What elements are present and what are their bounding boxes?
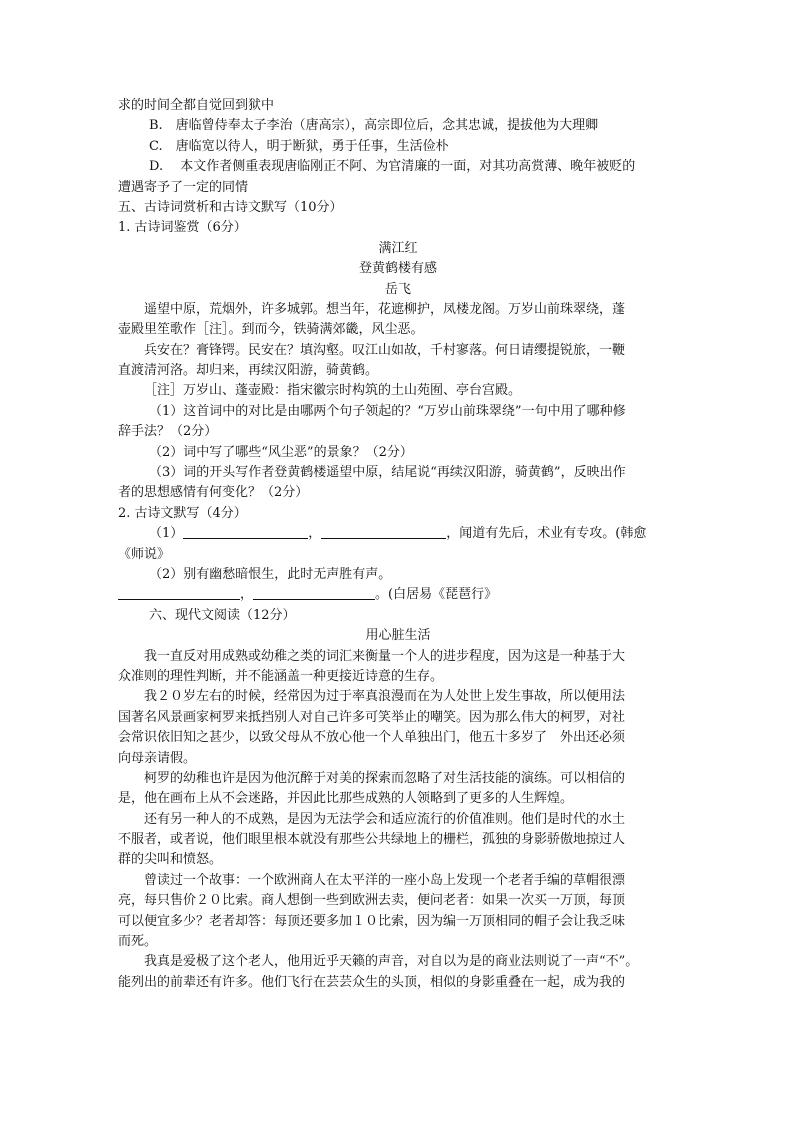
choice-c: C. 唐临宽以待人，明于断狱，勇于任事，生活俭朴 <box>149 138 449 154</box>
question-1-line1: （1）这首词中的对比是由哪两个句子领起的？“万岁山前珠翠绕”一句中用了哪种修 <box>149 403 626 419</box>
document-page <box>118 96 678 993</box>
question-1-line2: 辞手法？（2分） <box>118 424 218 440</box>
choice-b: B. 唐临曾侍奉太子李治（唐高宗），高宗即位后，念其忠诚，提拔他为大理卿 <box>149 118 599 134</box>
answer-blank[interactable] <box>253 585 375 600</box>
essay-p5-line2: 亮，每只售价２０比索。商人想倒一些到欧洲去卖，便问老者：如果一次买一万顶，每顶 <box>118 893 626 909</box>
essay-p2-line4: 向母亲请假。 <box>118 750 197 766</box>
choice-d-line2: 遭遇寄予了一定的同情 <box>118 179 249 195</box>
essay-p4-line1: 还有另一种人的不成熟，是因为无法学会和适应流行的价值准则。他们是时代的水土 <box>144 811 626 827</box>
section5-heading: 五、古诗词赏析和古诗文默写（10分） <box>118 199 343 215</box>
section5-sub2: 2. 古诗文默写（4分） <box>118 505 247 521</box>
recitation-1-source: 《师说》 <box>118 546 171 562</box>
essay-p5-line3: 可以便宜多少？老者却答：每顶还要多加１０比索，因为编一万顶相同的帽子会让我乏味 <box>118 913 626 929</box>
recitation-1-suffix: ，闻道有先后，术业有专攻。(韩愈 <box>446 526 647 542</box>
essay-p2-line3: 会常识依旧知之甚少，以致父母从不放心他一个人单独出门，他五十多岁了 外出还必须 <box>118 730 626 746</box>
poem-line-3: 兵安在？膏锋锷。民安在？填沟壑。叹江山如故，千村寥落。何日请缨提锐旅，一鞭 <box>144 342 626 358</box>
essay-p4-line2: 不服者，或者说，他们眼里根本就没有那些公共绿地上的栅栏，孤独的身影骄傲地掠过人 <box>118 832 626 848</box>
essay-p2-line1: 我２０岁左右的时候，经常因为过于率真浪漫而在为人处世上发生事故，所以便用法 <box>144 689 626 705</box>
essay-p4-line3: 群的尖叫和愤怒。 <box>118 852 223 868</box>
question-3-line1: （3）词的开头写作者登黄鹤楼遥望中原，结尾说“再续汉阳游，骑黄鹤”，反映出作 <box>149 465 626 481</box>
essay-p6-line2: 能列出的前辈还有许多。他们飞行在芸芸众生的头顶，相似的身影重叠在一起，成为我的 <box>118 974 626 990</box>
choice-a-tail: 求的时间全都自觉回到狱中 <box>118 98 275 113</box>
recitation-2-blanks <box>118 585 678 605</box>
recitation-1 <box>118 524 678 544</box>
essay-title: 用心脏生活 <box>365 628 431 644</box>
answer-blank[interactable] <box>183 524 308 539</box>
choice-d-line1: D. 本文作者侧重表现唐临刚正不阿、为官清廉的一面，对其功高赏薄、晚年被贬的 <box>149 159 636 175</box>
section6-heading: 六、现代文阅读（12分） <box>149 607 296 623</box>
poem-author: 岳飞 <box>384 281 411 297</box>
recitation-2-suffix: 。(白居易《琵琶行》 <box>375 587 498 603</box>
poem-line-1: 遥望中原，荒烟外，许多城郭。想当年，花遮柳护，凤楼龙阁。万岁山前珠翠绕，蓬 <box>144 301 626 317</box>
essay-p1-line2: 众准则的理性判断，并不能涵盖一种更接近诗意的生存。 <box>118 668 444 684</box>
poem-note: ［注］万岁山、蓬壶殿：指宋徽宗时构筑的土山苑囿、亭台宫殿。 <box>144 383 522 399</box>
poem-subtitle: 登黄鹤楼有感 <box>358 261 437 277</box>
essay-p6-line1: 我真是爱极了这个老人，他用近乎天籁的声音，对自以为是的商业法则说了一声“不”。 <box>144 954 639 970</box>
poem-title: 满江红 <box>378 240 418 256</box>
poem-line-4: 直渡清河洛。却归来，再续汉阳游，骑黄鹤。 <box>118 363 379 379</box>
section5-sub1: 1. 古诗词鉴赏（6分） <box>118 220 247 236</box>
recitation-comma: ， <box>308 526 322 542</box>
recitation-1-prefix: （1） <box>149 526 184 542</box>
recitation-2: （2）别有幽愁暗恨生，此时无声胜有声。 <box>149 566 392 582</box>
essay-p1-line1: 我一直反对用成熟或幼稚之类的词汇来衡量一个人的进步程度，因为这是一种基于大 <box>144 648 626 664</box>
essay-p3-line2: 是，他在画布上从不会迷路，并因此比那些成熟的人领略到了更多的人生辉煌。 <box>118 791 574 807</box>
question-2: （2）词中写了哪些“风尘恶”的景象？（2分） <box>149 444 413 460</box>
recitation-comma: ， <box>240 587 254 603</box>
essay-p3-line1: 柯罗的幼稚也许是因为他沉醉于对美的探索而忽略了对生活技能的演练。可以相信的 <box>144 770 626 786</box>
essay-p2-line2: 国著名风景画家柯罗来抵挡别人对自己许多可笑举止的嘲笑。因为那么伟大的柯罗，对社 <box>118 709 626 725</box>
essay-p5-line1: 曾读过一个故事：一个欧洲商人在太平洋的一座小岛上发现一个老者手编的草帽很漂 <box>144 872 626 888</box>
answer-blank[interactable] <box>118 585 240 600</box>
essay-p5-line4: 而死。 <box>118 934 158 950</box>
question-3-line2: 者的思想感情有何变化？（2分） <box>118 485 309 501</box>
answer-blank[interactable] <box>321 524 446 539</box>
poem-line-2: 壶殿里笙歌作［注］。到而今，铁骑满郊畿，风尘恶。 <box>118 322 424 338</box>
